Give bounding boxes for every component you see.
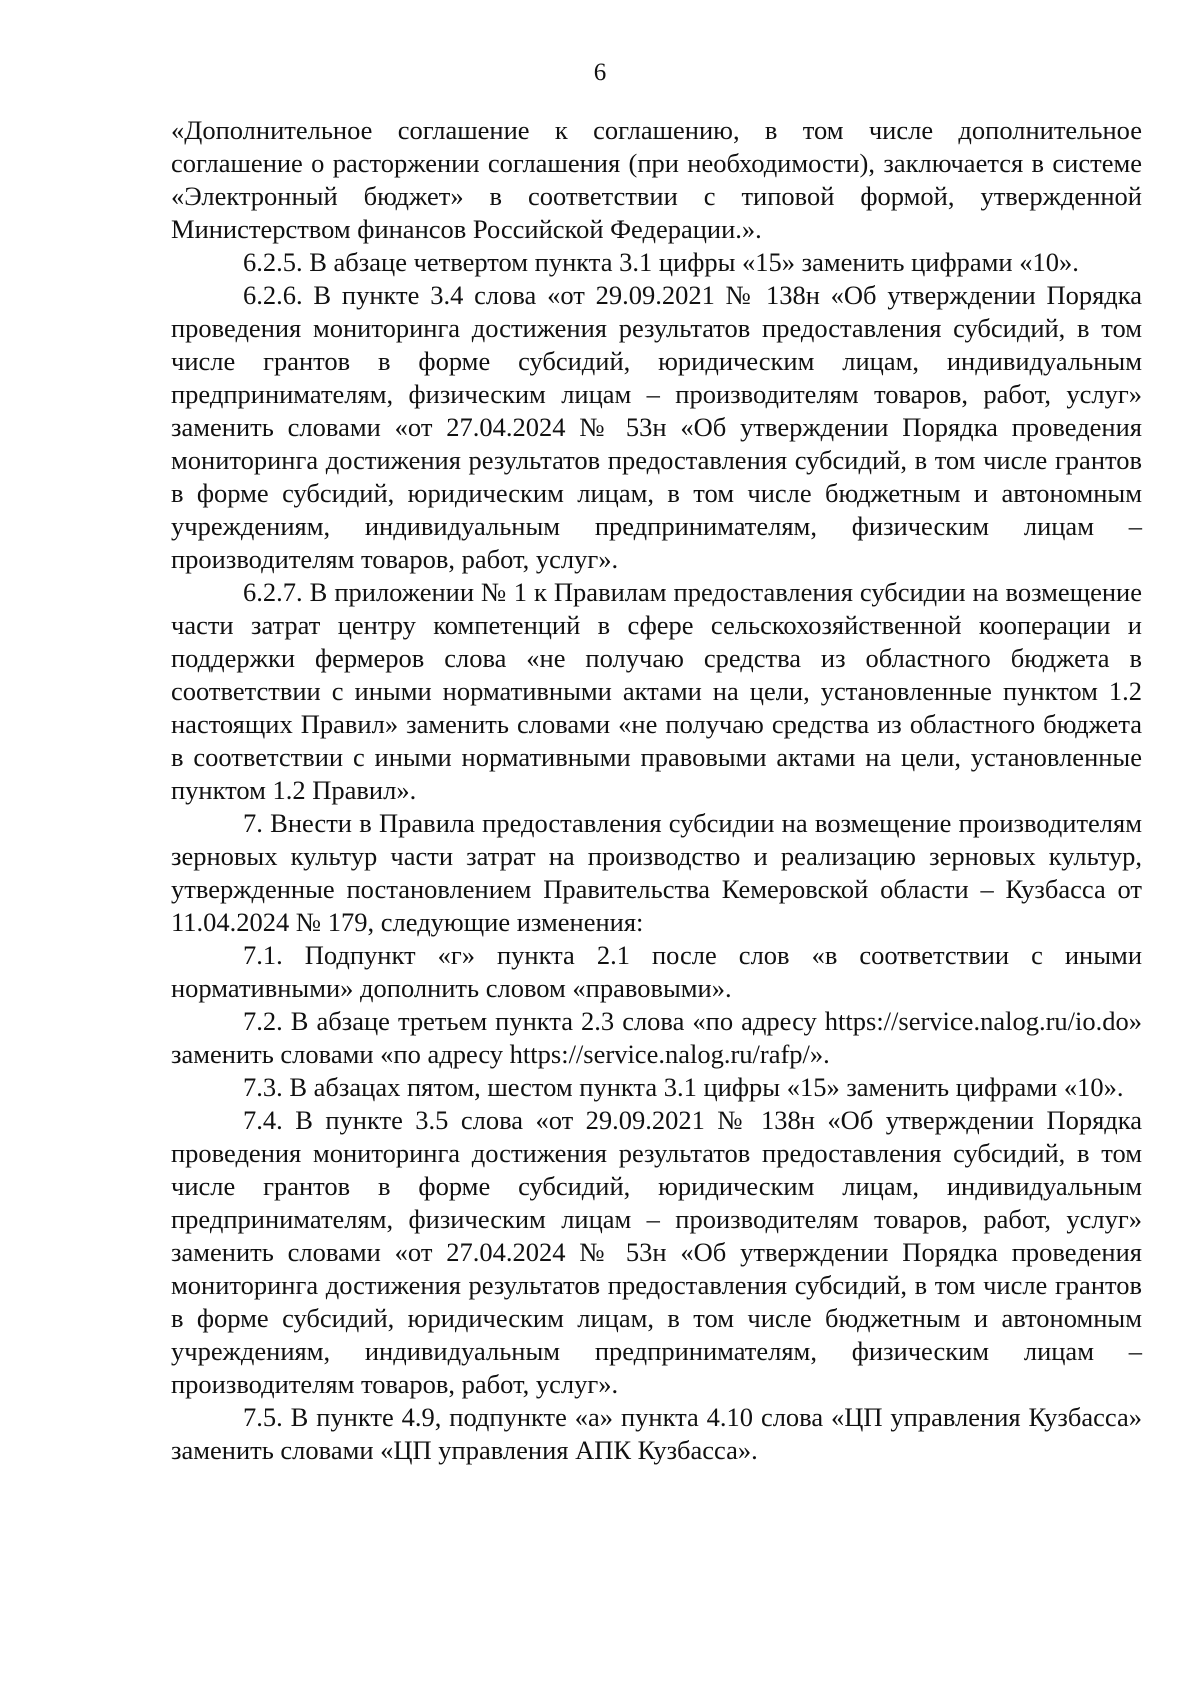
paragraph-quote-continuation: «Дополнительное соглашение к соглашению, в том числе дополнительное соглашение о расторжении соглашения (при необходимости), заключается в системе «Электронный бюджет» в соответствии с типовой формой, утвержденной Министерством финансов Российской Федерации.».	[171, 115, 1142, 244]
paragraph-6-2-6: 6.2.6. В пункте 3.4 слова «от 29.09.2021 № 138н «Об утверждении Порядка проведения мониторинга достижения результатов предоставления субсидий, в том числе грантов в форме субсидий, юридическим лицам, индивидуальным предпринимателям, физическим лицам – производителям товаров, работ, услуг» заменить словами «от 27.04.2024 № 53н «Об утверждении Порядка проведения мониторинга достижения результатов предоставления субсидий, в том числе грантов в форме субсидий, юридическим лицам, в том числе бюджетным и автономным учреждениям, индивидуальным предпринимателям, физическим лицам – производителям товаров, работ, услуг».	[171, 280, 1142, 574]
paragraph-7-3: 7.3. В абзацах пятом, шестом пункта 3.1 цифры «15» заменить цифрами «10».	[243, 1072, 1124, 1102]
page-number: 6	[593, 59, 607, 86]
paragraph-7-4: 7.4. В пункте 3.5 слова «от 29.09.2021 № 138н «Об утверждении Порядка проведения мониторинга достижения результатов предоставления субсидий, в том числе грантов в форме субсидий, юридическим лицам, индивидуальным предпринимателям, физическим лицам – производителям товаров, работ, услуг» заменить словами «от 27.04.2024 № 53н «Об утверждении Порядка проведения мониторинга достижения результатов предоставления субсидий, в том числе грантов в форме субсидий, юридическим лицам, в том числе бюджетным и автономным учреждениям, индивидуальным предпринимателям, физическим лицам – производителям товаров, работ, услуг».	[171, 1105, 1142, 1399]
paragraph-7-5: 7.5. В пункте 4.9, подпункте «а» пункта 4.10 слова «ЦП управления Кузбасса» заменить словами «ЦП управления АПК Кузбасса».	[171, 1402, 1142, 1465]
paragraph-7: 7. Внести в Правила предоставления субсидии на возмещение производителям зерновых культур части затрат на производство и реализацию зерновых культур, утвержденные постановлением Правительства Кемеровской области – Кузбасса от 11.04.2024 № 179, следующие изменения:	[171, 808, 1142, 937]
paragraph-7-2: 7.2. В абзаце третьем пункта 2.3 слова «по адресу https://service.nalog.ru/io.do» заменить словами «по адресу https://service.nalog.ru/rafp/».	[171, 1006, 1142, 1069]
paragraph-7-1: 7.1. Подпункт «г» пункта 2.1 после слов «в соответствии с иными нормативными» дополнить словом «правовыми».	[171, 940, 1142, 1003]
paragraph-6-2-5: 6.2.5. В абзаце четвертом пункта 3.1 цифры «15» заменить цифрами «10».	[243, 247, 1079, 277]
paragraph-6-2-7: 6.2.7. В приложении № 1 к Правилам предоставления субсидии на возмещение части затрат центру компетенций в сфере сельскохозяйственной кооперации и поддержки фермеров слова «не получаю средства из областного бюджета в соответствии с иными нормативными актами на цели, установленные пунктом 1.2 настоящих Правил» заменить словами «не получаю средства из областного бюджета в соответствии с иными нормативными правовыми актами на цели, установленные пунктом 1.2 Правил».	[171, 577, 1142, 805]
document-body	[171, 114, 1142, 1467]
